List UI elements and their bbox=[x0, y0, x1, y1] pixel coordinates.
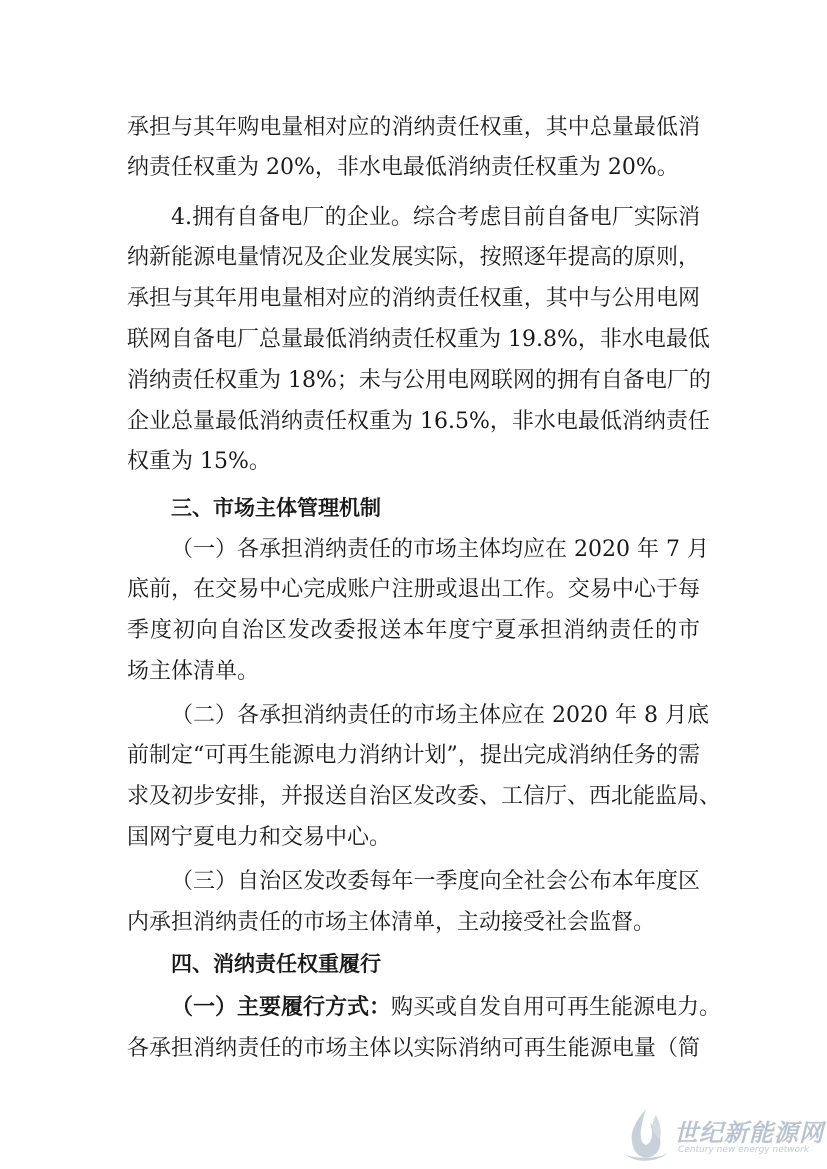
watermark-text: 世纪新能源网 bbox=[674, 1119, 824, 1147]
section-heading: 四、消纳责任权重履行 bbox=[171, 952, 381, 976]
body-line: （二）各承担消纳责任的市场主体应在 2020 年 8 月底 bbox=[171, 703, 709, 728]
watermark-subtext: Century new energy network bbox=[678, 1145, 810, 1155]
lead-continuation: 购买或自发自用可再生能源电力。 bbox=[391, 995, 722, 1020]
body-line: 4.拥有自备电厂的企业。综合考虑目前自备电厂实际消 bbox=[171, 205, 700, 230]
body-line: 求及初步安排，并报送自治区发改委、工信厅、西北能监局、 bbox=[127, 784, 722, 809]
body-line: 各承担消纳责任的市场主体以实际消纳可再生能源电量（简 bbox=[127, 1036, 700, 1061]
body-line: 纳责任权重为 20%，非水电最低消纳责任权重为 20%。 bbox=[127, 155, 679, 180]
body-line: 企业总量最低消纳责任权重为 16.5%，非水电最低消纳责任 bbox=[127, 409, 710, 434]
bold-lead: （一）主要履行方式： bbox=[171, 995, 392, 1020]
body-line: 权重为 15%。 bbox=[127, 449, 271, 474]
body-line: 场主体清单。 bbox=[127, 659, 260, 684]
body-line: 纳新能源电量情况及企业发展实际，按照逐年提高的原则， bbox=[127, 245, 700, 270]
body-line: 承担与其年用电量相对应的消纳责任权重，其中与公用电网 bbox=[127, 286, 700, 311]
body-line: 季度初向自治区发改委报送本年度宁夏承担消纳责任的市 bbox=[127, 618, 700, 643]
body-line: 联网自备电厂总量最低消纳责任权重为 19.8%，非水电最低 bbox=[127, 327, 710, 352]
body-line: 底前，在交易中心完成账户注册或退出工作。交易中心于每 bbox=[127, 577, 700, 602]
body-line: 前制定“可再生能源电力消纳计划”，提出完成消纳任务的需 bbox=[127, 743, 700, 768]
body-line: （三）自治区发改委每年一季度向全社会公布本年度区 bbox=[171, 869, 700, 894]
flame-logo-icon bbox=[616, 1105, 674, 1165]
body-line: 内承担消纳责任的市场主体清单，主动接受社会监督。 bbox=[127, 910, 656, 935]
body-line bbox=[171, 988, 722, 1028]
section-heading: 三、市场主体管理机制 bbox=[171, 496, 381, 520]
body-line: 国网宁夏电力和交易中心。 bbox=[127, 825, 392, 850]
body-line: 承担与其年购电量相对应的消纳责任权重，其中总量最低消 bbox=[127, 115, 700, 140]
watermark bbox=[616, 1105, 824, 1165]
body-line: （一）各承担消纳责任的市场主体均应在 2020 年 7 月 bbox=[171, 537, 709, 562]
body-line: 消纳责任权重为 18%；未与公用电网联网的拥有自备电厂的 bbox=[127, 368, 711, 393]
